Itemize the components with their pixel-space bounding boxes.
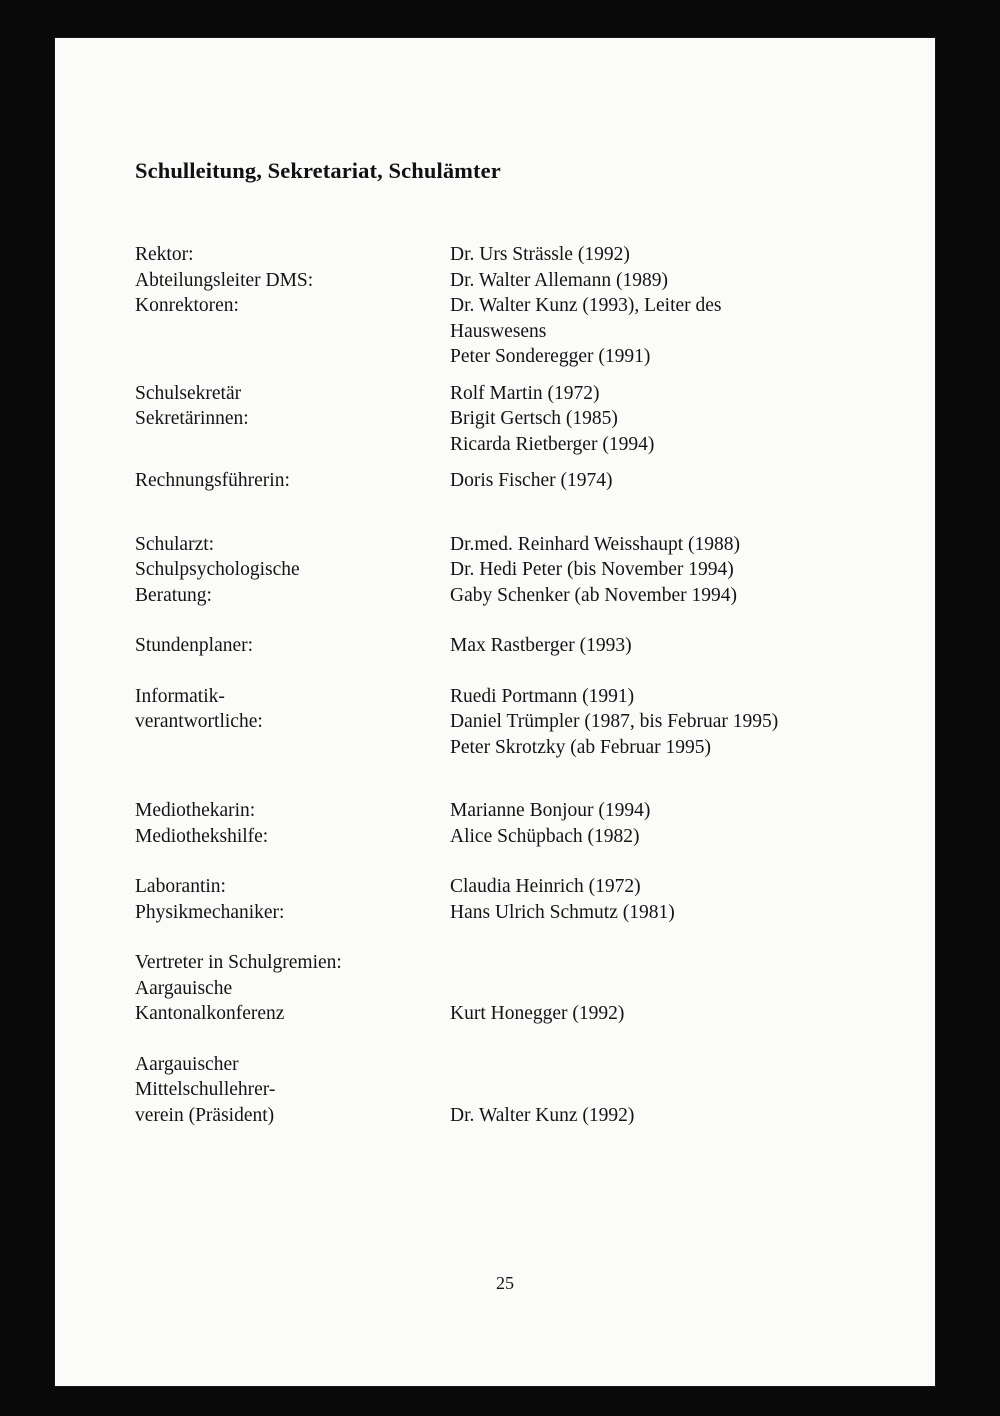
entry-row bbox=[135, 684, 875, 761]
entry-labels bbox=[135, 950, 450, 1027]
entry-label: verein (Präsident) bbox=[135, 1104, 275, 1126]
entry-row bbox=[135, 950, 875, 1027]
entry-values bbox=[450, 1052, 875, 1129]
entry-value: Dr. Urs Strässle (1992) bbox=[450, 244, 630, 265]
entry-value: Max Rastberger (1993) bbox=[450, 635, 632, 656]
entry-labels bbox=[135, 684, 450, 735]
spacer bbox=[135, 370, 875, 381]
entry-row bbox=[135, 381, 875, 458]
entry-labels bbox=[135, 381, 450, 432]
entry-label: verantwortliche: bbox=[135, 711, 263, 732]
entry-labels bbox=[135, 532, 450, 609]
page-title: Schulleitung, Sekretariat, Schulämter bbox=[135, 158, 501, 183]
entry-labels bbox=[135, 468, 450, 494]
entry-row bbox=[135, 633, 875, 659]
entry-value: Doris Fischer (1974) bbox=[450, 470, 613, 491]
entry-value: Ruedi Portmann (1991) bbox=[450, 685, 635, 707]
entry-values bbox=[450, 874, 875, 925]
entry-value: Dr. Hedi Peter (bis November 1994) bbox=[450, 559, 734, 580]
entry-labels bbox=[135, 798, 450, 849]
spacer bbox=[135, 494, 875, 532]
entry-values bbox=[450, 468, 875, 494]
entry-value: Gaby Schenker (ab November 1994) bbox=[450, 584, 737, 606]
document-page bbox=[55, 38, 935, 1386]
spacer bbox=[135, 659, 875, 684]
entry-labels bbox=[135, 242, 450, 319]
entry-value: Dr. Walter Kunz (1993), Leiter des bbox=[450, 295, 722, 316]
entry-value: Brigit Gertsch (1985) bbox=[450, 408, 618, 429]
entry-label: Rektor: bbox=[135, 244, 194, 265]
entry-label: Kantonalkonferenz bbox=[135, 1003, 285, 1024]
entry-value: Marianne Bonjour (1994) bbox=[450, 800, 651, 821]
entry-row bbox=[135, 798, 875, 849]
entry-value: Hauswesens bbox=[450, 320, 547, 342]
entry-label: Mediothekshilfe: bbox=[135, 825, 269, 847]
entry-value: Dr. Walter Kunz (1992) bbox=[450, 1104, 635, 1126]
entry-value: Dr.med. Reinhard Weisshaupt (1988) bbox=[450, 533, 740, 555]
entry-row bbox=[135, 242, 875, 370]
entry-labels bbox=[135, 633, 450, 659]
entry-label: Mittelschullehrer- bbox=[135, 1079, 276, 1100]
entry-value: Dr. Walter Allemann (1989) bbox=[450, 269, 668, 291]
entry-row bbox=[135, 874, 875, 925]
entry-row bbox=[135, 1052, 875, 1129]
entry-label: Schulsekretär bbox=[135, 382, 242, 404]
entry-values bbox=[450, 381, 875, 458]
entry-values bbox=[450, 684, 875, 761]
entry-value: Rolf Martin (1972) bbox=[450, 382, 600, 404]
entry-value: Hans Ulrich Schmutz (1981) bbox=[450, 901, 675, 923]
entry-value: Ricarda Rietberger (1994) bbox=[450, 433, 655, 455]
entry-label: Sekretärinnen: bbox=[135, 408, 249, 429]
entry-value: Kurt Honegger (1992) bbox=[450, 1003, 625, 1024]
entry-label: Physikmechaniker: bbox=[135, 901, 285, 923]
entry-label: Mediothekarin: bbox=[135, 800, 256, 821]
page-number: 25 bbox=[496, 1273, 514, 1293]
entry-value: Claudia Heinrich (1972) bbox=[450, 876, 641, 897]
entry-label: Vertreter in Schulgremien: bbox=[135, 952, 342, 973]
entry-label: Aargauischer bbox=[135, 1053, 239, 1075]
spacer bbox=[135, 760, 875, 798]
entry-label: Rechnungsführerin: bbox=[135, 470, 290, 491]
spacer bbox=[135, 457, 875, 468]
entry-values bbox=[450, 798, 875, 849]
entry-label: Beratung: bbox=[135, 584, 212, 606]
entry-labels bbox=[135, 874, 450, 925]
entry-value: Peter Skrotzky (ab Februar 1995) bbox=[450, 736, 712, 758]
entry-value: Peter Sonderegger (1991) bbox=[450, 346, 651, 367]
entry-row bbox=[135, 468, 875, 494]
entry-values bbox=[450, 633, 875, 659]
entry-value: Alice Schüpbach (1982) bbox=[450, 825, 640, 847]
spacer bbox=[135, 1027, 875, 1052]
entry-label: Schulpsychologische bbox=[135, 559, 300, 580]
page-content bbox=[135, 158, 875, 1346]
entry-label: Stundenplaner: bbox=[135, 635, 254, 656]
spacer bbox=[135, 849, 875, 874]
spacer bbox=[135, 925, 875, 950]
entry-row bbox=[135, 532, 875, 609]
entry-label: Abteilungsleiter DMS: bbox=[135, 269, 314, 291]
entry-label: Informatik- bbox=[135, 685, 225, 707]
entry-labels bbox=[135, 1052, 450, 1129]
entry-values bbox=[450, 242, 875, 370]
entry-label: Schularzt: bbox=[135, 533, 215, 555]
entry-label: Konrektoren: bbox=[135, 295, 239, 316]
entry-label: Laborantin: bbox=[135, 876, 226, 897]
entry-value: Daniel Trümpler (1987, bis Februar 1995) bbox=[450, 711, 779, 732]
spacer bbox=[135, 608, 875, 633]
entry-values bbox=[450, 950, 875, 1027]
entry-values bbox=[450, 532, 875, 609]
entry-label: Aargauische bbox=[135, 977, 233, 999]
